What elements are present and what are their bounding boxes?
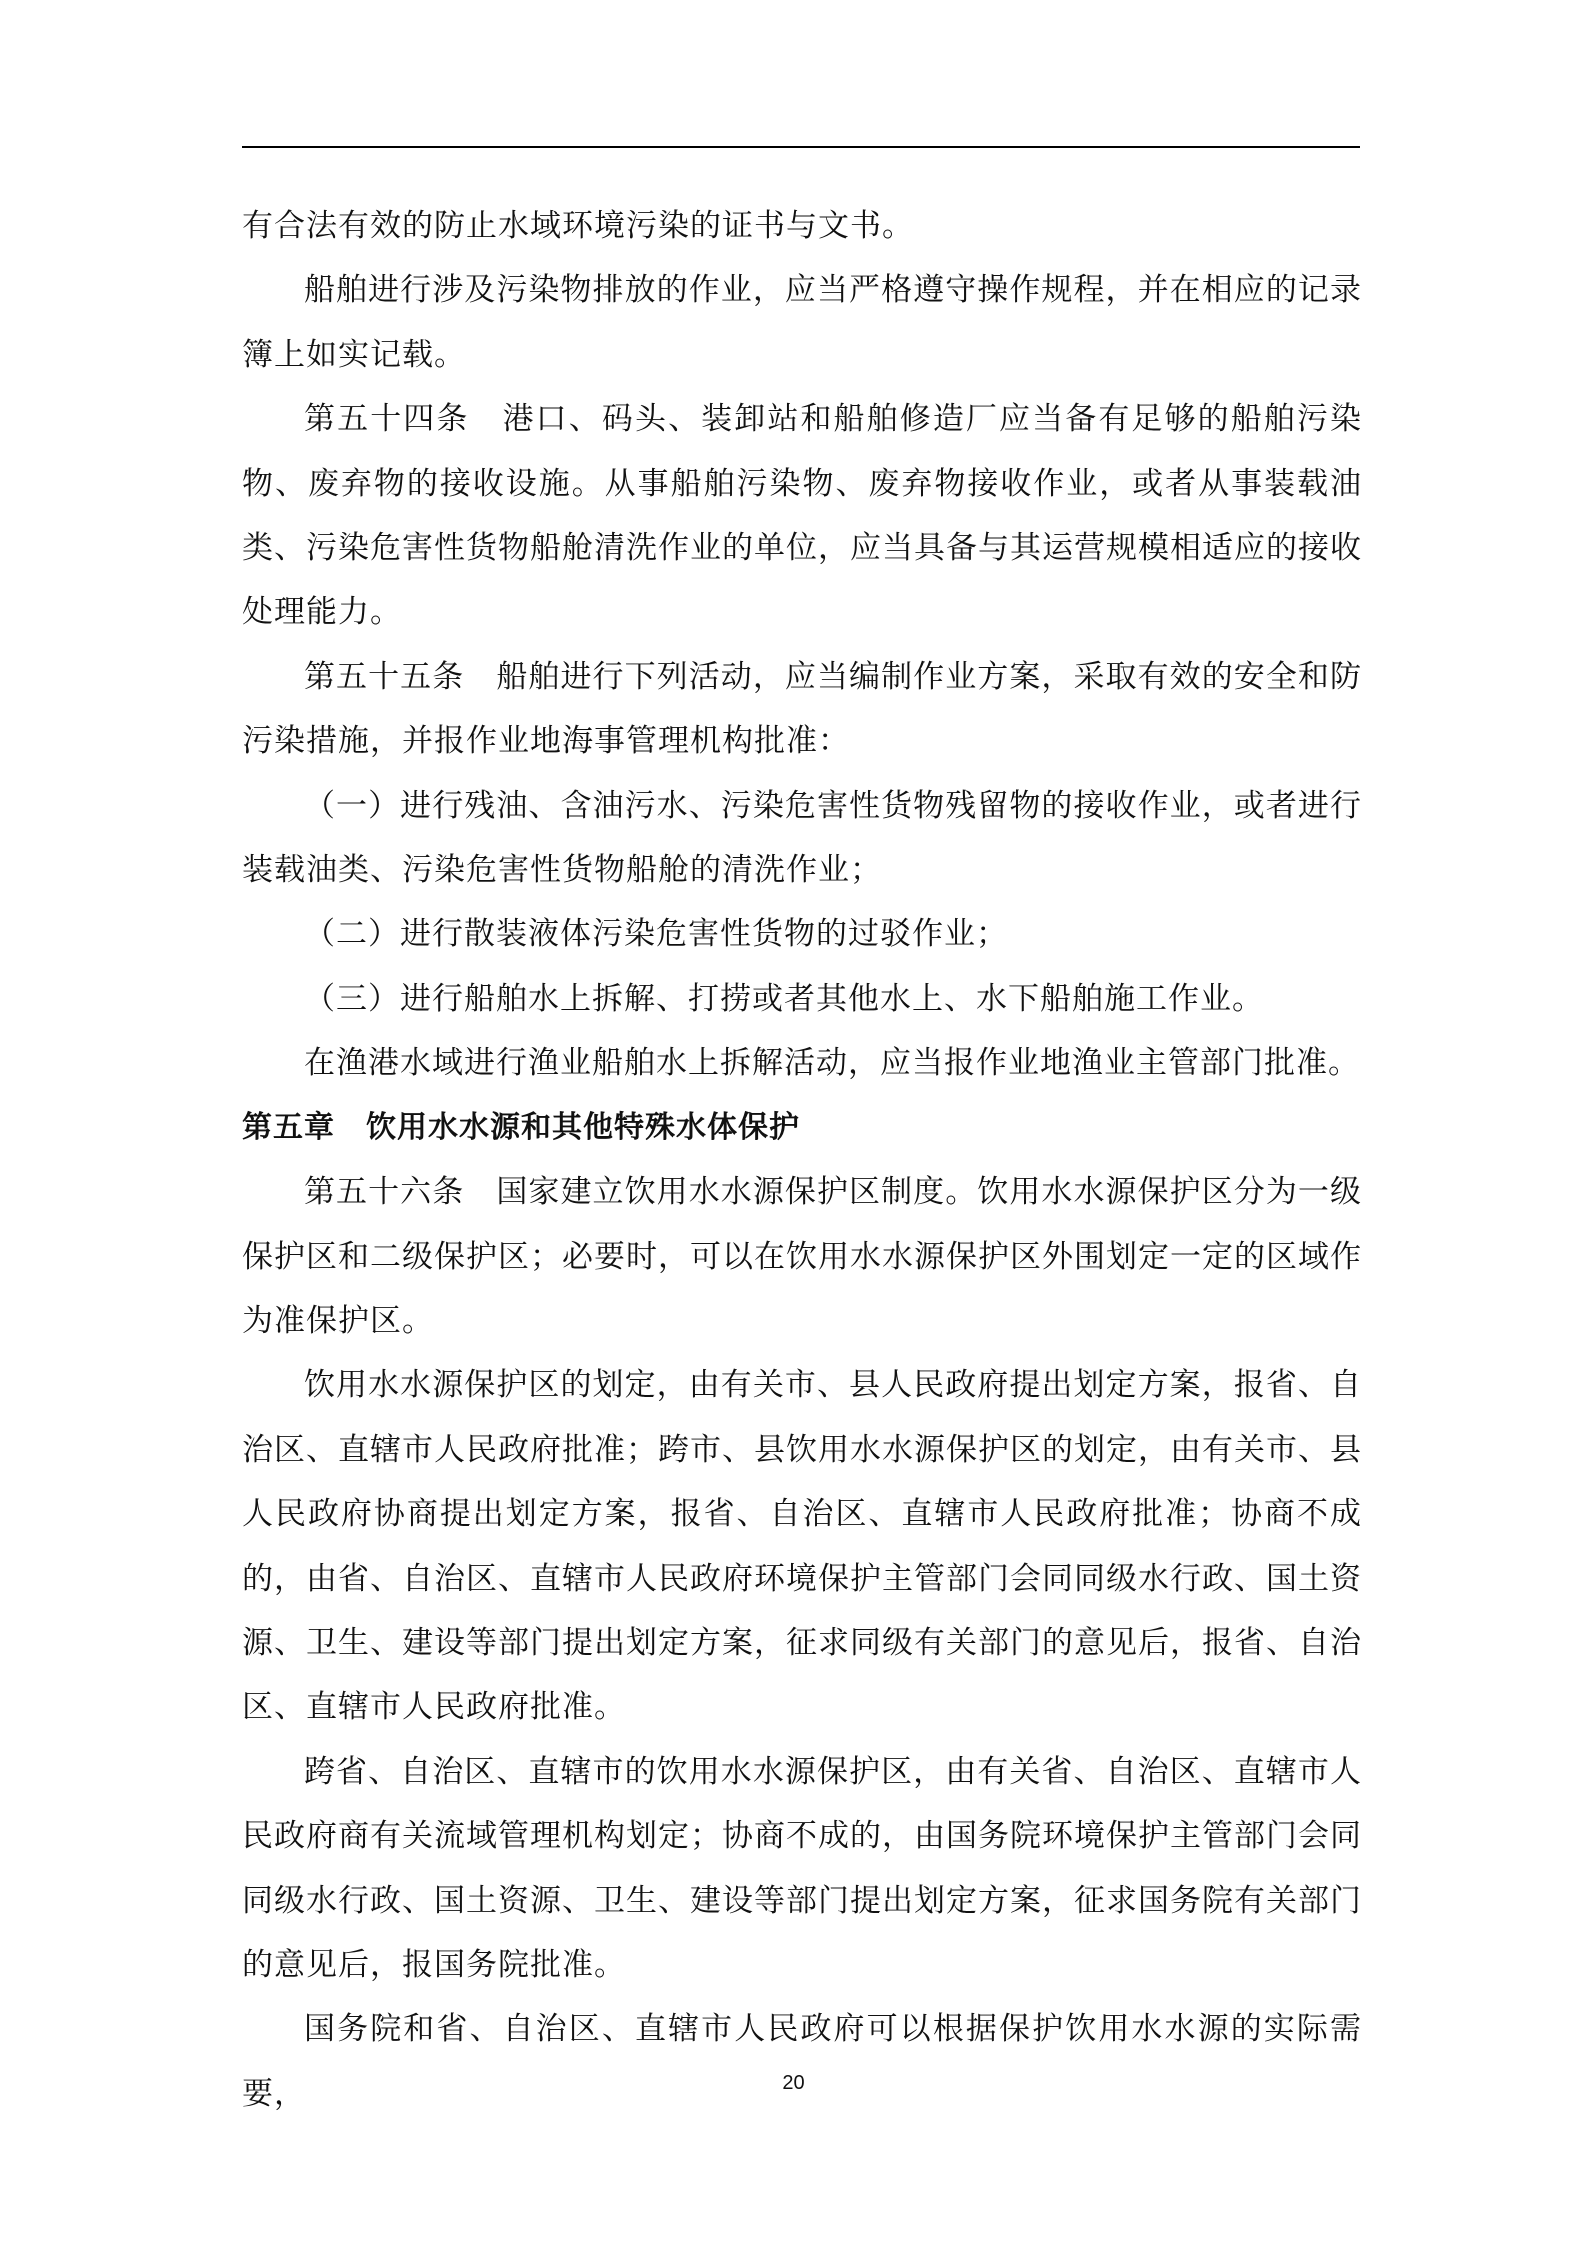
paragraph-record-keeping: 船舶进行涉及污染物排放的作业，应当严格遵守操作规程，并在相应的记录簿上如实记载。 xyxy=(242,272,1362,373)
header-rule xyxy=(242,146,1360,148)
paragraph-cross-province: 跨省、自治区、直辖市的饮用水水源保护区，由有关省、自治区、直辖市人民政府商有关流域管理机构划定；协商不成的，由国务院环境保护主管部门会同同级水行政、国土资源、卫生、建设等部门提出划定方案，征求国务院有关部门的意见后，报国务院批准。 xyxy=(242,1753,1362,1983)
article-54: 第五十四条 港口、码头、装卸站和船舶修造厂应当备有足够的船舶污染物、废弃物的接收设施。从事船舶污染物、废弃物接收作业，或者从事装载油类、污染危害性货物船舱清洗作业的单位，应当具备与其运营规模相适应的接收处理能力。 xyxy=(242,401,1362,631)
page-number: 20 xyxy=(782,2072,805,2094)
article-55-item-3: （三）进行船舶水上拆解、打捞或者其他水上、水下船舶施工作业。 xyxy=(304,980,1264,1017)
document-body xyxy=(242,194,1362,2126)
article-56: 第五十六条 国家建立饮用水水源保护区制度。饮用水水源保护区分为一级保护区和二级保护区；必要时，可以在饮用水水源保护区外围划定一定的区域作为准保护区。 xyxy=(242,1174,1362,1339)
chapter-5-heading: 第五章 饮用水水源和其他特殊水体保护 xyxy=(242,1109,800,1145)
paragraph-zone-designation: 饮用水水源保护区的划定，由有关市、县人民政府提出划定方案，报省、自治区、直辖市人民政府批准；跨市、县饮用水水源保护区的划定，由有关市、县人民政府协商提出划定方案，报省、自治区、直辖市人民政府批准；协商不成的，由省、自治区、直辖市人民政府环境保护主管部门会同同级水行政、国土资源、卫生、建设等部门提出划定方案，征求同级有关部门的意见后，报省、自治区、直辖市人民政府批准。 xyxy=(242,1367,1362,1726)
paragraph-state-council: 国务院和省、自治区、直辖市人民政府可以根据保护饮用水水源的实际需要， xyxy=(242,2011,1362,2112)
paragraph-fishing-port: 在渔港水域进行渔业船舶水上拆解活动，应当报作业地渔业主管部门批准。 xyxy=(304,1045,1360,1082)
article-55: 第五十五条 船舶进行下列活动，应当编制作业方案，采取有效的安全和防污染措施，并报作业地海事管理机构批准： xyxy=(242,658,1362,760)
paragraph-continuation: 有合法有效的防止水域环境污染的证书与文书。 xyxy=(242,208,914,244)
article-55-item-2: （二）进行散装液体污染危害性货物的过驳作业； xyxy=(304,916,1008,953)
article-55-item-1: （一）进行残油、含油污水、污染危害性货物残留物的接收作业，或者进行装载油类、污染危害性货物船舱的清洗作业； xyxy=(242,787,1362,889)
